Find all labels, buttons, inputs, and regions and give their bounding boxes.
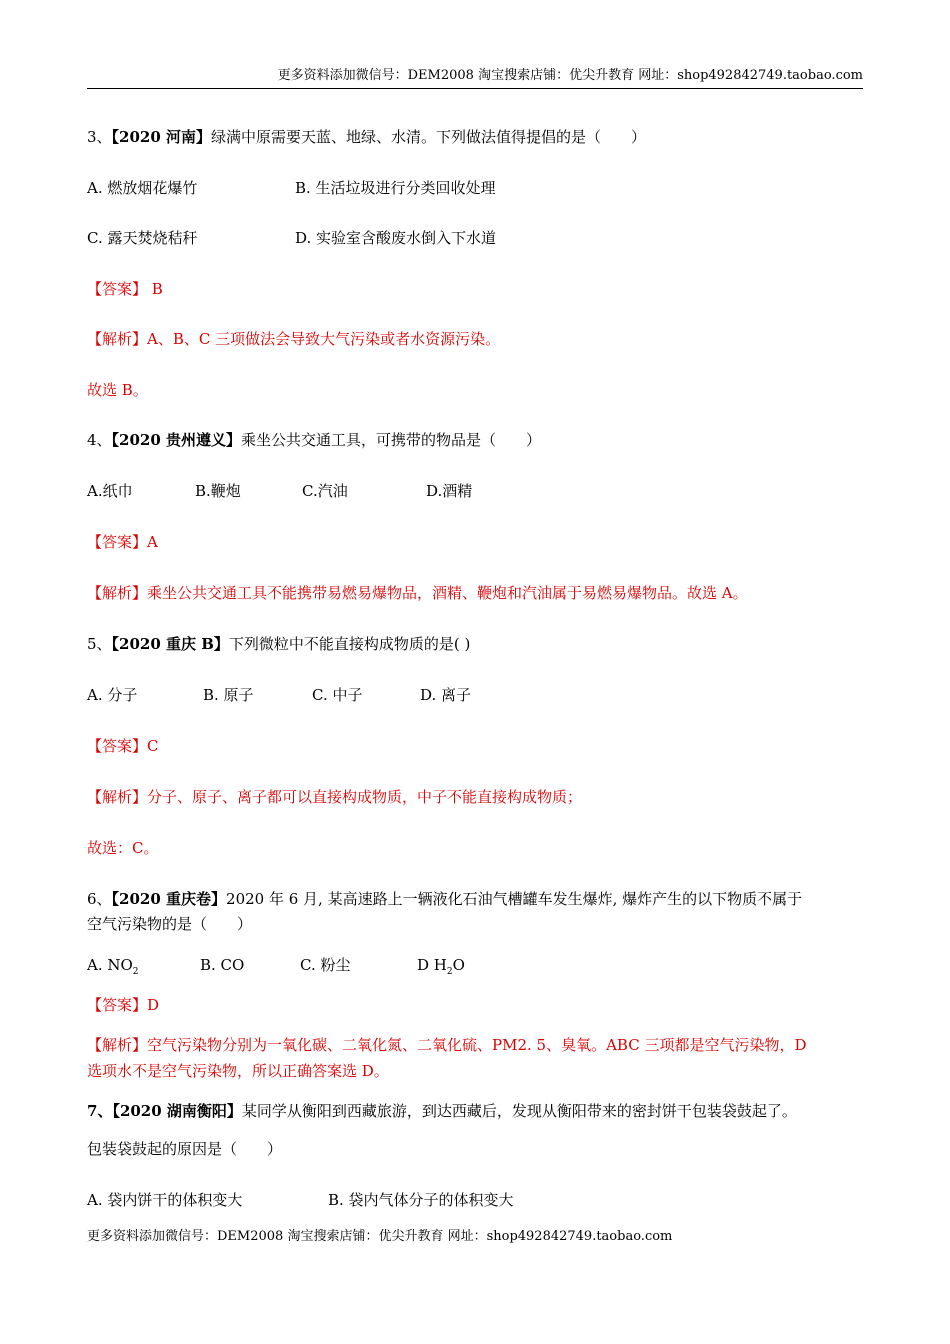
q6-option-c: C. 粉尘 [300,956,351,974]
q3-number: 3、 [87,128,112,146]
q7-stem [87,1100,797,1122]
q3-option-c: C. 露天焚烧秸秆 [87,229,198,247]
q5-answer-label: 【答案】 [87,737,148,755]
q6-stem [87,888,802,910]
q7-options [87,1189,863,1211]
q5-analysis-label: 【解析】 [87,788,148,806]
q6-analysis-label: 【解析】 [87,1036,148,1054]
q4-answer [87,531,158,553]
q4-analysis-label: 【解析】 [87,584,148,602]
q4-option-a: A.纸巾 [87,482,133,500]
q3-options-row1 [87,177,863,199]
q5-answer [87,735,159,757]
q6-source: 【2020 重庆卷】 [111,890,227,908]
q6-option-a-text: A. NO [87,956,133,974]
q4-answer-label: 【答案】 [87,533,148,551]
q6-answer-value: D [147,996,160,1014]
q6-text-line1: 2020 年 6 月, 某高速路上一辆液化石油气槽罐车发生爆炸, 爆炸产生的以下物质不属于 [226,890,803,908]
q6-option-a-subscript: 2 [132,967,139,977]
q3-answer [87,278,163,300]
q5-option-d: D. 离子 [420,686,472,704]
q5-options [87,684,863,706]
q4-analysis-text: 乘坐公共交通工具不能携带易燃易爆物品，酒精、鞭炮和汽油属于易燃易爆物品。故选 A。 [147,584,748,602]
q6-answer [87,994,159,1016]
q3-answer-value: B [147,280,163,298]
q6-option-d-subscript: 2 [446,967,453,977]
q5-text: 下列微粒中不能直接构成物质的是( ) [228,635,471,653]
q4-answer-value: A [147,533,158,551]
q4-option-b: B.鞭炮 [195,482,241,500]
q5-option-b: B. 原子 [203,686,254,704]
q6-analysis-line2: 选项水不是空气污染物，所以正确答案选 D。 [87,1062,389,1080]
q3-analysis-label: 【解析】 [87,330,148,348]
q7-number: 7、 [87,1102,113,1120]
q6-stem-line2: 空气污染物的是（ ） [87,915,253,933]
q5-option-c: C. 中子 [312,686,363,704]
q7-option-a: A. 袋内饼干的体积变大 [87,1191,243,1209]
q5-conclusion: 故选：C。 [87,839,159,857]
q7-source: 【2020 湖南衡阳】 [112,1102,242,1120]
header-rule [87,88,863,89]
q5-answer-value: C [147,737,159,755]
q6-option-d-text: D H [417,956,447,974]
q3-analysis [87,328,500,350]
q3-options-row2 [87,227,863,249]
q4-text: 乘坐公共交通工具，可携带的物品是（ ） [241,431,542,449]
page-header: 更多资料添加微信号：DEM2008 淘宝搜索店铺：优尖升教育 网址：shop492842749.taobao.com [277,68,863,83]
q5-number: 5、 [87,635,112,653]
q3-stem [87,126,646,148]
q4-analysis [87,582,748,604]
q7-text-line1: 某同学从衡阳到西藏旅游，到达西藏后，发现从衡阳带来的密封饼干包装袋鼓起了。 [241,1102,797,1120]
q6-analysis [87,1034,807,1056]
q4-number: 4、 [87,431,112,449]
q6-answer-label: 【答案】 [87,996,148,1014]
q6-option-d-tail: O [452,956,465,974]
q6-option-b: B. CO [200,956,245,974]
q6-analysis-line1: 空气污染物分别为一氧化碳、二氧化氮、二氧化硫、PM2. 5、臭氧。ABC 三项都是空气污染物，D [147,1036,807,1054]
q5-source: 【2020 重庆 B】 [111,635,229,653]
q6-number: 6、 [87,890,112,908]
page-footer: 更多资料添加微信号：DEM2008 淘宝搜索店铺：优尖升教育 网址：shop492842749.taobao.com [87,1229,673,1244]
q3-option-d: D. 实验室含酸废水倒入下水道 [295,229,497,247]
q3-option-b: B. 生活垃圾进行分类回收处理 [295,179,496,197]
q4-stem [87,429,541,451]
q4-options [87,480,863,502]
q6-option-a [87,954,139,983]
q3-source: 【2020 河南】 [111,128,212,146]
q3-analysis-text: A、B、C 三项做法会导致大气污染或者水资源污染。 [147,330,501,348]
q5-option-a: A. 分子 [87,686,138,704]
q4-option-d: D.酒精 [426,482,473,500]
q4-source: 【2020 贵州遵义】 [111,431,242,449]
q3-text: 绿满中原需要天蓝、地绿、水清。下列做法值得提倡的是（ ） [211,128,647,146]
q3-answer-label: 【答案】 [87,280,148,298]
q7-option-b: B. 袋内气体分子的体积变大 [328,1191,514,1209]
q7-stem-line2: 包装袋鼓起的原因是（ ） [87,1140,283,1158]
q6-option-d [417,954,465,983]
q5-analysis-text: 分子、原子、离子都可以直接构成物质，中子不能直接构成物质； [147,788,583,806]
q4-option-c: C.汽油 [302,482,348,500]
q3-option-a: A. 燃放烟花爆竹 [87,179,198,197]
q3-conclusion: 故选 B。 [87,381,148,399]
q5-analysis [87,786,582,808]
q5-stem [87,633,470,655]
q6-options [87,954,863,976]
